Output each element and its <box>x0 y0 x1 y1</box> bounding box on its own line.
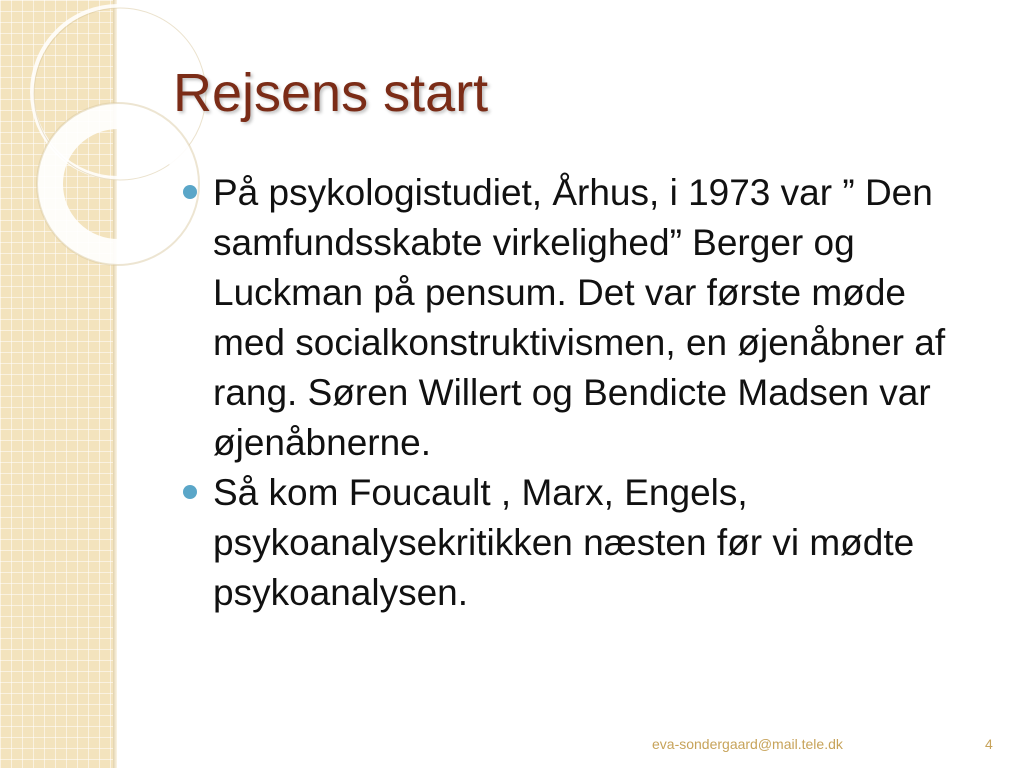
bullet-dot-icon <box>183 485 197 499</box>
bullet-text: Så kom Foucault , Marx, Engels, psykoanalysekritikken næsten før vi mødte psykoanalysen. <box>213 472 915 613</box>
bullet-item <box>183 468 983 618</box>
bullet-list <box>183 168 983 618</box>
bullet-dot-icon <box>183 185 197 199</box>
page-number: 4 <box>985 736 993 752</box>
bullet-item <box>183 168 983 468</box>
footer-email: eva-sondergaard@mail.tele.dk <box>652 736 843 752</box>
bullet-text: På psykologistudiet, Århus, i 1973 var ” Den samfundsskabte virkelighed” Berger og Luckman på pensum. Det var første møde med socialkonstruktivismen, en øjenåbner af rang. Søren Willert og Bendicte Madsen var øjenåbnerne. <box>213 172 946 463</box>
slide-title: Rejsens start <box>173 63 489 123</box>
